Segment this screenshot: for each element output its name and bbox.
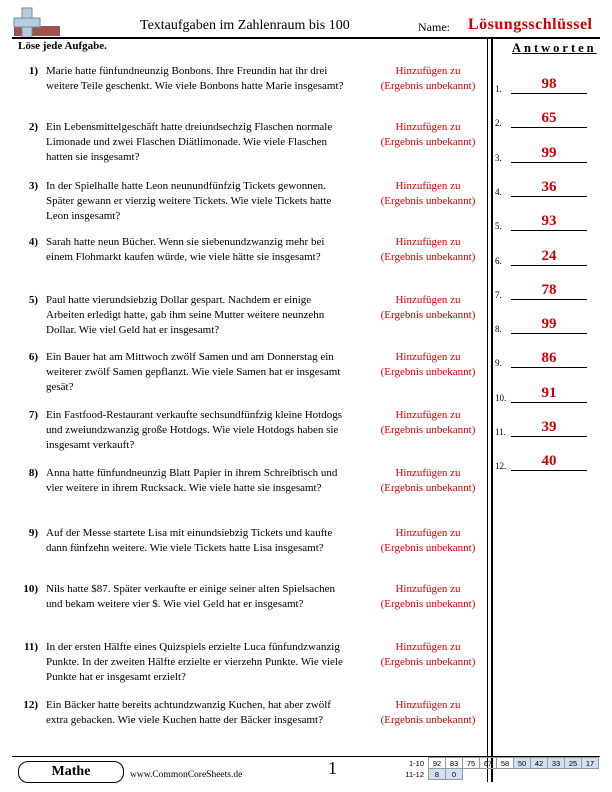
answer-line [511,436,587,437]
logo-plus-icon [12,6,62,40]
question-line: vier weitere in ihrem Rucksack. Wie viele hatte sie insgesamt? [46,482,322,494]
question-line: dann fünfzehn weitere. Wie viele Tickets hatte Lisa insgesamt? [46,542,324,554]
answer-number: 12. [495,461,507,472]
answer-line [511,265,587,266]
answer-number: 6. [495,255,502,266]
question-text [46,698,381,728]
answer-number: 8. [495,324,502,335]
answer-line [511,333,587,334]
question-line: Marie hatte fünfundneunzig Bonbons. Ihre Freundin hat ihr drei [46,65,328,77]
question-text [46,526,381,556]
hint-line: Hinzufügen zu [395,180,461,192]
question-line: Später gewann er vierzig weitere Tickets. Wie viele Tickets hatte [46,195,332,207]
question-line: Ein Fastfood-Restaurant verkaufte sechsundfünfzig kleine Hotdogs [46,409,343,421]
strategy-hint [373,235,483,265]
page-title: Textaufgaben im Zahlenraum bis 100 [140,18,350,33]
question-line: weitere Teile geschenkt. Wie viele Bonbons hatte Marie insgesamt? [46,80,344,92]
hint-line: Hinzufügen zu [395,641,461,653]
score-row-label: 1-10 [408,758,424,768]
score-cell: 33 [548,758,565,769]
hint-line: (Ergebnis unbekannt) [380,598,476,610]
question-line: Limonade und zwei Flaschen Diätlimonade. Wie viele Flaschen [46,136,327,148]
hint-line: Hinzufügen zu [395,583,461,595]
score-cell: 83 [446,758,463,769]
score-cell: 67 [480,758,497,769]
question-number: 9) [28,527,38,539]
answer-line [511,162,587,163]
answer-value: 99 [541,144,557,161]
score-row [396,758,599,769]
score-cell: 42 [531,758,548,769]
question-number: 1) [28,65,38,77]
strategy-hint [373,582,483,612]
hint-line: Hinzufügen zu [395,351,461,363]
hint-line: (Ergebnis unbekannt) [380,136,476,148]
question-text [46,64,381,94]
strategy-hint [373,179,483,209]
hint-line: (Ergebnis unbekannt) [380,80,476,92]
question-line: In der Spielhalle hatte Leon neunundfünfzig Tickets gewonnen. [46,180,326,192]
answer-line [511,299,587,300]
question-text [46,640,381,685]
question-line: einem Flohmarkt kaufen würde, wie viele hätte sie insgesamt? [46,251,321,263]
answer-value: 91 [541,384,557,401]
question-line: Ein Bäcker hatte bereits achtundzwanzig Kuchen, hat aber zwölf [46,699,331,711]
score-cell: 17 [582,758,599,769]
score-row-label: 11-12 [405,769,424,779]
score-table [396,757,599,780]
question-number: 7) [28,409,38,421]
question-text [46,235,381,265]
site-url: www.CommonCoreSheets.de [130,770,243,780]
answer-item [495,417,600,437]
answer-number: 4. [495,186,502,197]
question-line: extra gebacken. Wie viele Kuchen hatte der Bäcker insgesamt? [46,714,323,726]
question-number: 6) [28,351,38,363]
hint-line: (Ergebnis unbekannt) [380,195,476,207]
answer-item [495,383,600,403]
score-cell: 8 [429,769,446,780]
hint-line: (Ergebnis unbekannt) [380,714,476,726]
question-number: 3) [28,180,38,192]
question-line: Ein Lebensmittelgeschäft hatte dreiundsechzig Flaschen normale [46,121,333,133]
hint-line: (Ergebnis unbekannt) [380,542,476,554]
strategy-hint [373,293,483,323]
question-line: Nils hatte $87. Später verkaufte er einige seiner alten Spielsachen [46,583,335,595]
hint-line: Hinzufügen zu [395,699,461,711]
strategy-hint [373,526,483,556]
question-number: 10) [23,583,38,595]
strategy-hint [373,350,483,380]
hint-line: Hinzufügen zu [395,467,461,479]
answer-value: 86 [541,350,557,367]
strategy-hint [373,408,483,438]
score-cell: 0 [446,769,463,780]
answer-item [495,246,600,266]
question-line: Dollar. Wie viel Geld hat er insgesamt? [46,324,220,336]
answer-value: 39 [541,419,557,435]
answer-item [495,108,600,128]
score-cell: 75 [463,758,480,769]
answer-number: 5. [495,221,502,232]
question-line: weiterer zwölf Samen gepflanzt. Wie viele Samen hat er insgesamt [46,366,341,378]
question-text [46,408,381,453]
answer-number: 10. [495,392,507,403]
answer-value: 99 [541,316,557,333]
hint-line: (Ergebnis unbekannt) [380,656,476,668]
question-line: Leon insgesamt? [46,210,121,222]
hint-line: (Ergebnis unbekannt) [380,482,476,494]
answer-item [495,143,600,163]
question-text [46,582,381,612]
answer-number: 2. [495,118,502,129]
question-line: Anna hatte fünfundneunzig Blatt Papier in ihrem Schreibtisch und [46,467,338,479]
hint-line: (Ergebnis unbekannt) [380,424,476,436]
question-number: 4) [28,236,38,248]
top-rule [12,37,600,39]
answer-value: 65 [541,110,557,127]
answer-number: 11. [495,427,506,437]
question-text [46,120,381,165]
hint-line: (Ergebnis unbekannt) [380,309,476,321]
strategy-hint [373,64,483,94]
hint-line: Hinzufügen zu [395,236,461,248]
answer-item [495,451,600,471]
column-divider [487,37,488,782]
hint-line: (Ergebnis unbekannt) [380,251,476,263]
question-line: Punkte hat er insgesamt erzielt? [46,671,186,683]
question-line: und zweiundzwanzig große Hotdogs. Wie viele Hotdogs haben sie [46,424,339,436]
question-number: 2) [28,121,38,133]
answer-item [495,177,600,197]
name-label: Name: [418,20,450,34]
answer-line [511,93,587,94]
answers-heading: Antworten [512,41,597,55]
hint-line: Hinzufügen zu [395,121,461,133]
answer-number: 3. [495,152,502,163]
answer-item [495,280,600,300]
answer-item [495,348,600,368]
answer-item [495,314,600,334]
hint-line: (Ergebnis unbekannt) [380,366,476,378]
question-number: 8) [28,467,38,479]
answer-value: 40 [541,453,557,470]
page-number: 1 [328,758,337,778]
question-number: 12) [23,699,38,711]
answer-item [495,211,600,231]
answer-line [511,196,587,197]
answer-number: 1. [495,84,502,94]
score-cell: 58 [497,758,514,769]
answer-key-title: Lösungsschlüssel [468,16,593,33]
question-number: 11) [23,641,38,653]
question-line: Sarah hatte neun Bücher. Wenn sie siebenundzwanzig mehr bei [46,236,325,248]
subject-badge: Mathe [18,761,124,783]
answer-line [511,230,587,231]
question-text [46,293,381,338]
strategy-hint [373,466,483,496]
hint-line: Hinzufügen zu [395,527,461,539]
answer-value: 36 [541,178,557,195]
question-text [46,350,381,395]
score-cell: 92 [429,758,446,769]
column-divider-bold [491,37,493,782]
hint-line: Hinzufügen zu [395,65,461,77]
question-number: 5) [28,294,38,306]
answer-number: 9. [495,358,502,369]
score-cell: 25 [565,758,582,769]
answer-value: 93 [541,213,557,230]
hint-line: Hinzufügen zu [395,294,461,306]
answer-value: 78 [541,281,557,298]
strategy-hint [373,120,483,150]
question-line: In der ersten Hälfte eines Quizspiels erzielte Luca fünfundzwanzig [46,641,340,653]
question-text [46,466,381,496]
question-line: Paul hatte vierundsiebzig Dollar gespart. Nachdem er einige [46,294,312,306]
question-line: Arbeiten erledigt hatte, gab ihm seine Mutter weitere neunzehn [46,309,325,321]
answer-line [511,127,587,128]
question-line: insgesamt verkauft? [46,439,135,451]
question-line: Punkte. In der zweiten Hälfte erzielte er vierzehn Punkte. Wie viele [46,656,343,668]
score-row [396,769,599,780]
answer-line [511,402,587,403]
answer-line [511,470,587,471]
question-line: und bekam weitere vier $. Wie viel Geld hat er insgesamt? [46,598,304,610]
answer-value: 24 [541,247,557,264]
hint-line: Hinzufügen zu [395,409,461,421]
question-line: Ein Bauer hat am Mittwoch zwölf Samen und am Donnerstag ein [46,351,334,363]
strategy-hint [373,640,483,670]
answer-number: 7. [495,289,502,300]
strategy-hint [373,698,483,728]
question-line: hatten sie insgesamt? [46,151,140,163]
instructions: Löse jede Aufgabe. [18,40,107,52]
score-cell: 50 [514,758,531,769]
question-line: gesät? [46,381,74,393]
answer-line [511,367,587,368]
question-text [46,179,381,224]
question-line: Auf der Messe startete Lisa mit einundsiebzig Tickets und kaufte [46,527,333,539]
answer-value: 98 [541,76,557,92]
answer-item [495,74,600,94]
